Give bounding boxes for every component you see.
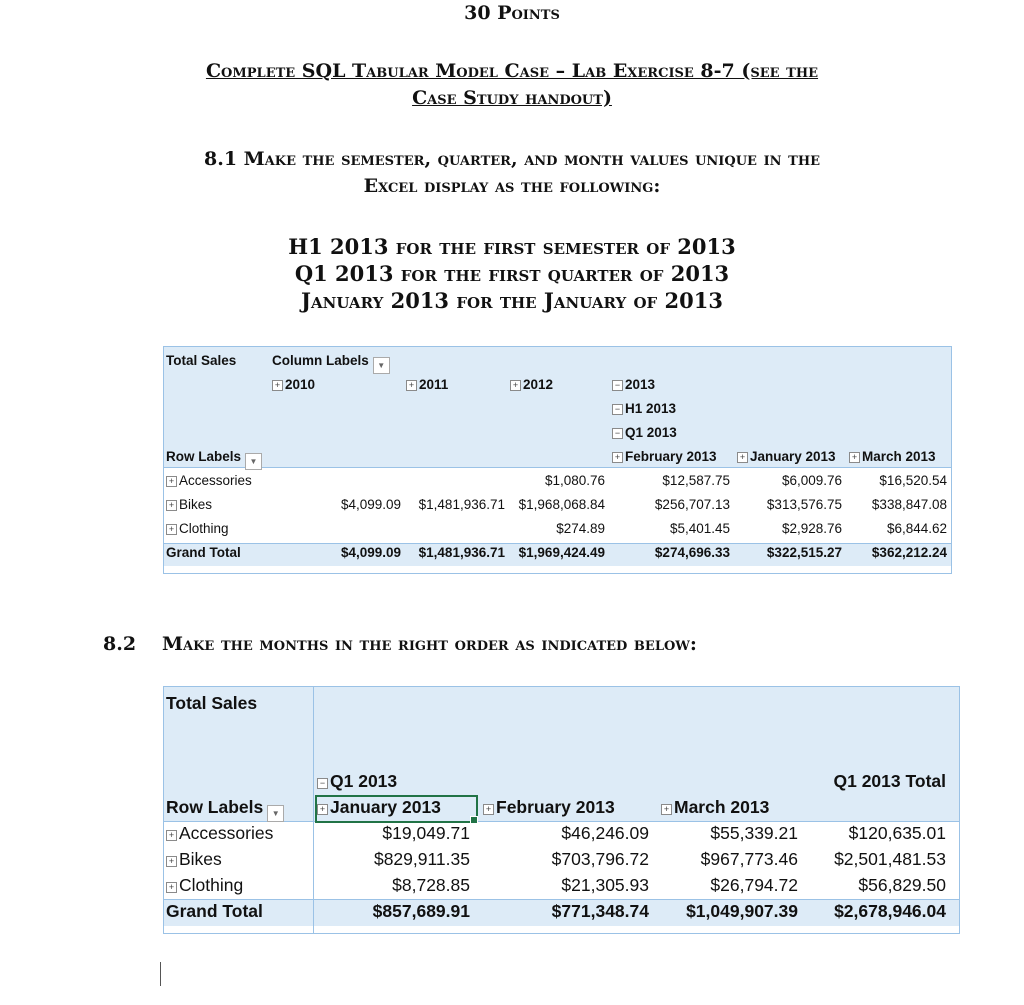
pivot1-cell: $6,009.76	[781, 473, 842, 488]
format-list	[0, 233, 1024, 314]
expand-icon[interactable]: +	[317, 804, 328, 815]
expand-icon[interactable]: +	[166, 476, 177, 487]
pivot1-month-february[interactable]: + February 2013	[612, 449, 717, 464]
expand-icon[interactable]: +	[166, 830, 177, 841]
case-title	[0, 58, 1024, 112]
section-8-1-heading	[0, 146, 1024, 200]
pivot1-cell: $338,847.08	[871, 497, 947, 512]
pivot2-cell: $55,339.21	[710, 823, 798, 843]
pivot2-row-labels[interactable]	[166, 797, 284, 822]
pivot-table-1	[163, 346, 952, 574]
pivot1-month-march[interactable]: + March 2013	[849, 449, 936, 464]
pivot2-cell: $703,796.72	[551, 849, 649, 869]
expand-icon[interactable]: +	[483, 804, 494, 815]
pivot2-grand-total-label: Grand Total	[166, 901, 263, 921]
pivot2-row-label-clothing[interactable]: + Clothing	[166, 875, 243, 896]
section-8-2-heading: Make the months in the right order as indicated below:	[162, 633, 697, 655]
pivot1-month-january[interactable]: + January 2013	[737, 449, 836, 464]
pivot1-grand-total-label: Grand Total	[166, 545, 241, 560]
pivot2-cell: $967,773.46	[700, 849, 798, 869]
pivot2-row-labels-text: Row Labels	[166, 797, 264, 817]
pivot2-quarter-q1[interactable]: − Q1 2013	[317, 771, 397, 792]
pivot1-year-2013[interactable]: − 2013	[612, 377, 655, 392]
pivot1-quarter-q1[interactable]: − Q1 2013	[612, 425, 677, 440]
pivot2-cell: $2,501,481.53	[834, 849, 946, 869]
pivot2-total-cell: $857,689.91	[372, 901, 470, 921]
pivot1-total-cell: $1,969,424.49	[518, 545, 605, 560]
pivot1-cell: $313,576.75	[766, 497, 842, 512]
pivot2-month-february[interactable]: + February 2013	[483, 797, 615, 818]
text-cursor	[160, 962, 161, 986]
pivot1-cell: $274.89	[556, 521, 605, 536]
expand-icon[interactable]: +	[166, 856, 177, 867]
pivot1-cell: $4,099.09	[340, 497, 401, 512]
pivot1-year-2012[interactable]: + 2012	[510, 377, 553, 392]
pivot1-cell: $1,968,068.84	[518, 497, 605, 512]
pivot1-row-label-bikes[interactable]: + Bikes	[166, 497, 212, 512]
pivot2-corner-label: Total Sales	[166, 693, 258, 713]
pivot2-total-cell: $771,348.74	[551, 901, 649, 921]
format-quarter: Q1 2013 for the first quarter of 2013	[294, 261, 730, 286]
section-8-1-line1: 8.1 Make the semester, quarter, and month values unique in the	[203, 148, 821, 170]
pivot2-total-cell: $1,049,907.39	[686, 901, 798, 921]
filter-dropdown-icon[interactable]: ▼	[373, 357, 390, 374]
pivot2-row-label-bikes[interactable]: + Bikes	[166, 849, 222, 870]
section-8-2-number: 8.2	[103, 633, 137, 655]
pivot2-quarter-total-header: Q1 2013 Total	[833, 771, 946, 791]
pivot-table-2	[163, 686, 960, 934]
pivot2-cell: $46,246.09	[561, 823, 649, 843]
pivot1-cell: $2,928.76	[781, 521, 842, 536]
pivot2-column-separator	[313, 687, 314, 933]
pivot1-row-label-accessories[interactable]: + Accessories	[166, 473, 252, 488]
pivot1-total-cell: $322,515.27	[766, 545, 842, 560]
pivot1-total-cell: $4,099.09	[340, 545, 401, 560]
section-8-1-line2: Excel display as the following:	[363, 175, 661, 197]
expand-icon[interactable]: +	[272, 380, 283, 391]
pivot2-row-label-accessories[interactable]: + Accessories	[166, 823, 273, 844]
expand-icon[interactable]: +	[612, 452, 623, 463]
expand-icon[interactable]: +	[737, 452, 748, 463]
pivot2-cell: $120,635.01	[848, 823, 946, 843]
filter-dropdown-icon[interactable]: ▼	[267, 805, 284, 822]
pivot1-total-cell: $274,696.33	[654, 545, 730, 560]
expand-icon[interactable]: +	[510, 380, 521, 391]
pivot2-cell: $829,911.35	[373, 849, 470, 869]
collapse-icon[interactable]: −	[317, 778, 328, 789]
pivot1-cell: $1,481,936.71	[418, 497, 505, 512]
pivot2-total-cell: $2,678,946.04	[834, 901, 946, 921]
expand-icon[interactable]: +	[166, 500, 177, 511]
pivot1-row-label-clothing[interactable]: + Clothing	[166, 521, 229, 536]
expand-icon[interactable]: +	[661, 804, 672, 815]
pivot1-cell: $6,844.62	[886, 521, 947, 536]
filter-dropdown-icon[interactable]: ▼	[245, 453, 262, 470]
format-month: January 2013 for the January of 2013	[301, 288, 723, 313]
pivot1-year-2010[interactable]: + 2010	[272, 377, 315, 392]
pivot1-header-separator	[164, 467, 951, 468]
expand-icon[interactable]: +	[166, 524, 177, 535]
pivot1-cell: $256,707.13	[654, 497, 730, 512]
pivot2-cell: $19,049.71	[382, 823, 470, 843]
pivot1-corner-label: Total Sales	[166, 353, 237, 368]
pivot2-cell: $56,829.50	[858, 875, 946, 895]
pivot1-column-labels-text: Column Labels	[272, 353, 369, 368]
collapse-icon[interactable]: −	[612, 428, 623, 439]
active-cell-selection	[315, 795, 478, 823]
pivot1-year-2011[interactable]: + 2011	[406, 377, 448, 392]
fill-handle[interactable]	[470, 816, 478, 824]
pivot1-row-labels[interactable]	[166, 449, 262, 470]
pivot2-month-january[interactable]: + January 2013	[317, 797, 441, 818]
pivot2-month-march[interactable]: + March 2013	[661, 797, 769, 818]
pivot1-column-labels[interactable]	[272, 353, 390, 374]
pivot1-cell: $12,587.75	[662, 473, 730, 488]
case-title-line1: Complete SQL Tabular Model Case – Lab Exercise 8-7 (see the	[205, 60, 819, 82]
collapse-icon[interactable]: −	[612, 404, 623, 415]
pivot1-total-cell: $362,212.24	[871, 545, 947, 560]
expand-icon[interactable]: +	[849, 452, 860, 463]
case-title-line2: Case Study handout)	[412, 87, 612, 109]
pivot1-semester-h1[interactable]: − H1 2013	[612, 401, 676, 416]
pivot1-row-labels-text: Row Labels	[166, 449, 242, 464]
pivot2-cell: $26,794.72	[710, 875, 798, 895]
collapse-icon[interactable]: −	[612, 380, 623, 391]
pivot1-cell: $5,401.45	[669, 521, 730, 536]
format-semester: H1 2013 for the first semester of 2013	[288, 234, 736, 259]
pivot2-cell: $8,728.85	[392, 875, 470, 895]
expand-icon[interactable]: +	[166, 882, 177, 893]
points-heading: 30 Points	[464, 2, 560, 24]
pivot1-cell: $1,080.76	[544, 473, 605, 488]
pivot1-cell: $16,520.54	[879, 473, 947, 488]
pivot1-total-cell: $1,481,936.71	[418, 545, 505, 560]
pivot2-cell: $21,305.93	[561, 875, 649, 895]
expand-icon[interactable]: +	[406, 380, 417, 391]
